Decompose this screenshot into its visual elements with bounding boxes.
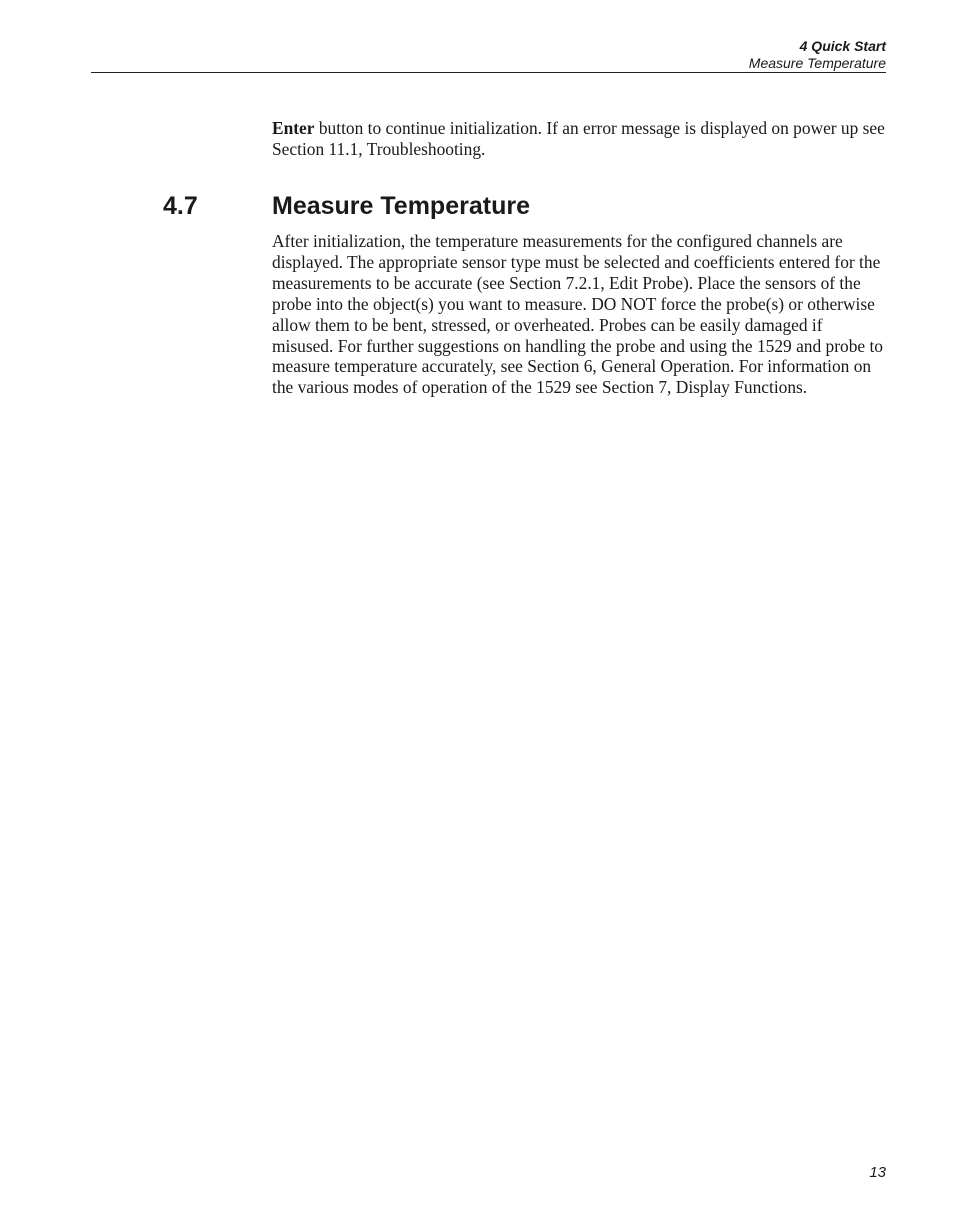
enter-button-term: Enter — [272, 118, 315, 138]
header-section: Measure Temperature — [748, 55, 886, 71]
running-header — [749, 38, 886, 72]
continuation-text: button to continue initialization. If an error message is displayed on power up see Section 11.1, Troubleshooting. — [272, 118, 885, 159]
header-divider — [91, 72, 886, 73]
section-number: 4.7 — [163, 192, 198, 220]
header-chapter: 4 Quick Start — [799, 38, 886, 54]
section-heading — [163, 190, 886, 222]
continuation-paragraph — [272, 118, 886, 160]
section-paragraph: After initialization, the temperature measurements for the configured channels are displayed. The appropriate sensor type must be selected and coefficients entered for the measurements to be accurate (see Section 7.2.1, Edit Probe). Place the sensors of the probe into the object(s) you want to measure. DO NOT force the probe(s) or otherwise allow them to be bent, stressed, or overheated. Probes can be easily damaged if misused. For further suggestions on handling the probe and using the 1529 and probe to measure temperature accurately, see Section 6, General Operation. For information on the various modes of operation of the 1529 see Section 7, Display Functions. — [272, 231, 883, 398]
section-title: Measure Temperature — [272, 192, 530, 220]
page-number: 13 — [869, 1164, 886, 1181]
